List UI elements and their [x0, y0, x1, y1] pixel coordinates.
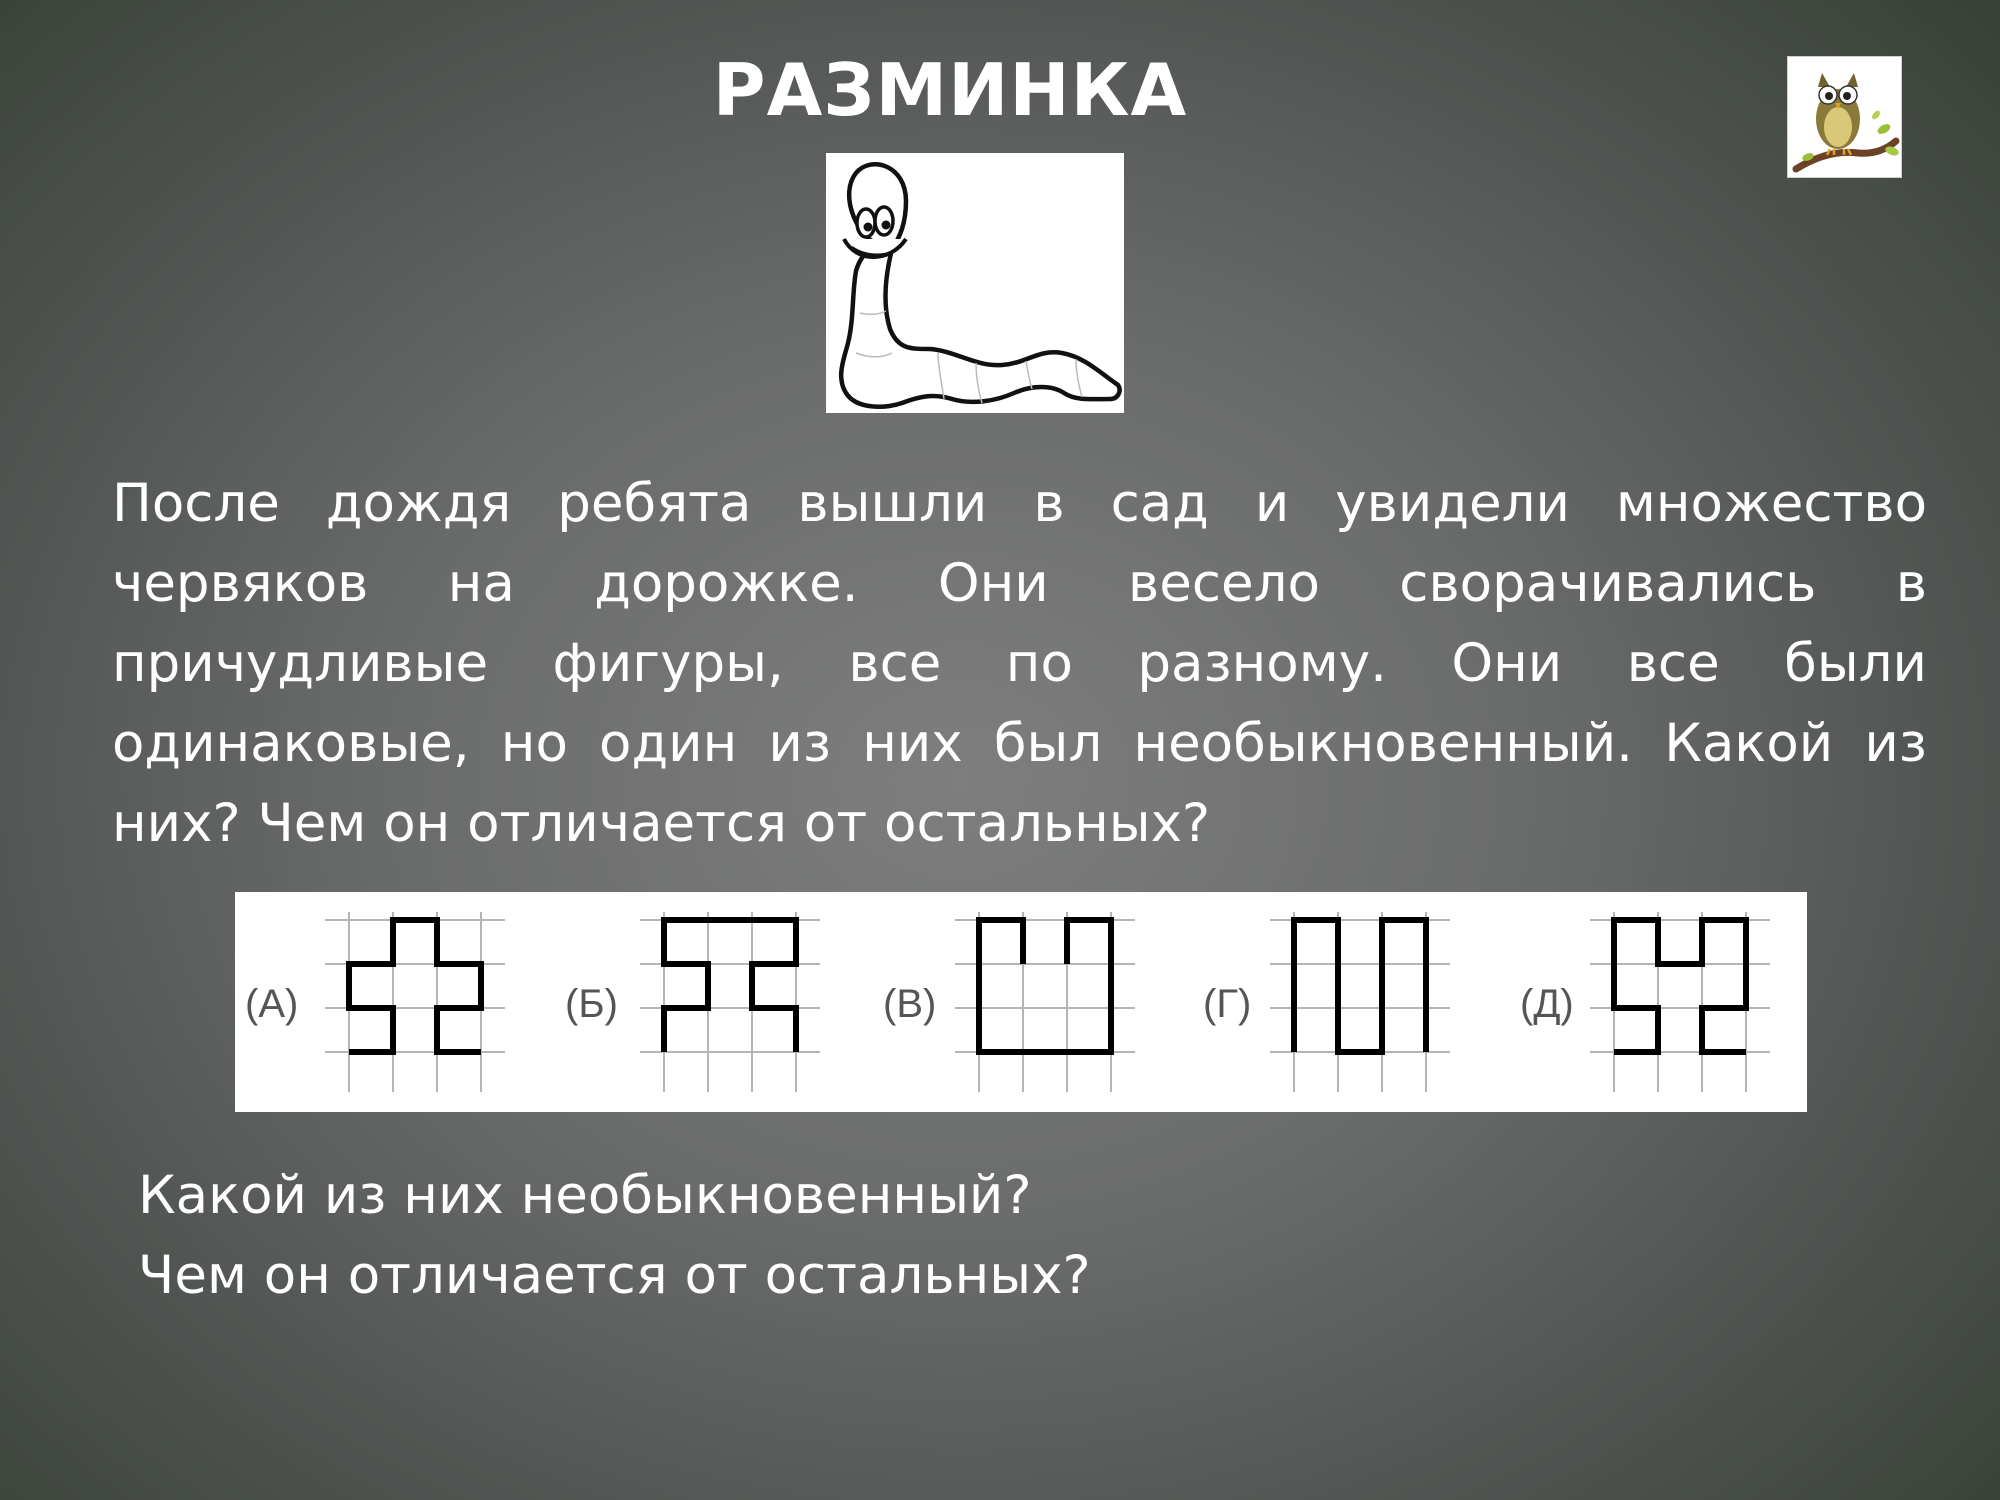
question-line: Чем он отличается от остальных? [138, 1245, 1091, 1306]
option-label: (Д) [1520, 982, 1574, 1026]
owl-logo-icon [1787, 56, 1902, 178]
option-b [565, 912, 820, 1092]
slide-title: РАЗМИНКА [712, 48, 1188, 132]
questions-block [138, 1156, 1091, 1316]
worm-shape-v [955, 912, 1135, 1092]
option-label: (А) [245, 982, 299, 1026]
intro-paragraph: После дождя ребята вышли в сад и увидели множество червяков на дорожке. Они весело сворачивались в причудливые фигуры, все по разному. Они все были одинаковые, но один из них был необыкновенный. Какой из них? Чем он отличается от остальных? [112, 473, 1927, 854]
question-line: Какой из них необыкновенный? [138, 1165, 1032, 1226]
worm-illustration [826, 153, 1124, 413]
option-d [1520, 912, 1770, 1092]
smiling-worm-icon [826, 153, 1124, 413]
option-label: (Б) [565, 982, 618, 1026]
worm-shape-a [325, 912, 505, 1092]
option-a [245, 912, 505, 1092]
option-v [883, 912, 1135, 1092]
option-label: (В) [883, 982, 937, 1026]
worm-shape-b [640, 912, 820, 1092]
option-g [1203, 912, 1450, 1092]
worm-shape-g [1270, 912, 1450, 1092]
worm-shape-d [1590, 912, 1770, 1092]
option-label: (Г) [1203, 982, 1252, 1026]
worm-figures-strip [235, 892, 1807, 1112]
